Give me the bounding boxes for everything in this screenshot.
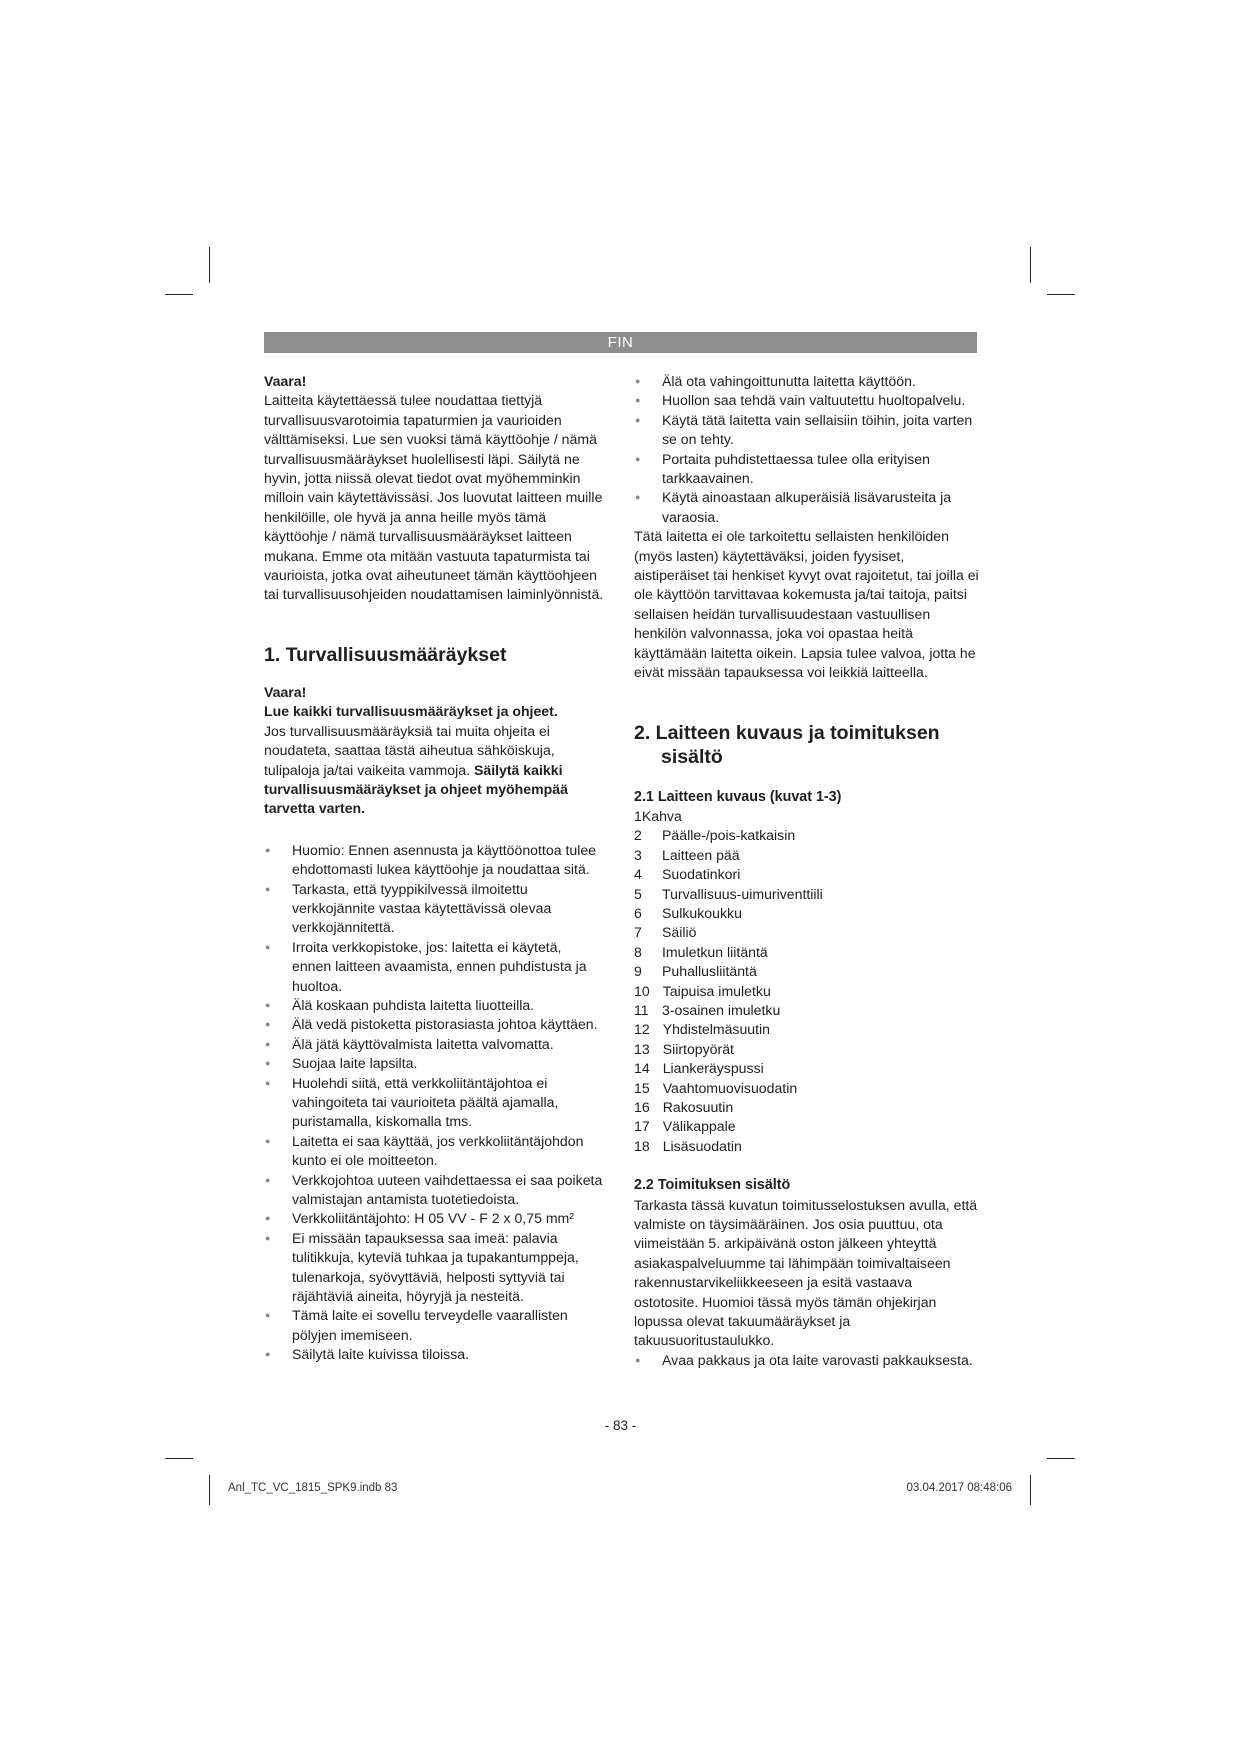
part-name: Liankeräyspussi: [662, 1060, 764, 1077]
part-number: 14: [634, 1060, 650, 1077]
list-item: ● Avaa pakkaus ja ota laite varovasti pakkauksesta.: [634, 1351, 979, 1370]
part-name: Puhallusliitäntä: [662, 963, 757, 980]
part-name: Välikappale: [662, 1118, 736, 1135]
safety-bullet-list: [264, 841, 604, 1365]
crop-mark: [209, 1475, 210, 1505]
part-name: Imuletkun liitäntä: [662, 943, 768, 960]
part-name: Lisäsuodatin: [662, 1137, 742, 1154]
list-item: ● Älä jätä käyttövalmista laitetta valvomatta.: [264, 1035, 604, 1054]
crop-mark: [209, 247, 210, 283]
parts-list-item: [634, 1117, 979, 1136]
part-name: Laitteen pää: [662, 846, 740, 863]
part-number: 2: [634, 827, 642, 844]
parts-first-item: 1Kahva: [634, 807, 682, 824]
section-2-title: [634, 721, 979, 769]
usage-bullet-list: [634, 372, 979, 527]
part-name: Sulkukoukku: [662, 904, 742, 921]
part-number: 9: [634, 963, 642, 980]
parts-list-item: [634, 865, 979, 884]
part-name: Säiliö: [662, 924, 697, 941]
list-item: ● Irroita verkkopistoke, jos: laitetta ei käytetä, ennen laitteen avaamista, ennen puhdistusta ja huoltoa.: [264, 938, 604, 996]
list-item: ● Portaita puhdistettaessa tulee olla erityisen tarkkaavainen.: [634, 450, 979, 489]
part-number: 13: [634, 1040, 650, 1057]
parts-list-item: [634, 1059, 979, 1078]
section-2-title-line-2: sisältö: [661, 745, 723, 768]
parts-list-item: [634, 1001, 979, 1020]
list-item: ● Tarkasta, että tyyppikilvessä ilmoitettu verkkojännite vastaa käytettävissä olevaa verkkojännitettä.: [264, 880, 604, 938]
warning-heading: Vaara!: [264, 683, 307, 700]
part-number: 16: [634, 1099, 650, 1115]
part-number: 3: [634, 846, 642, 863]
warning-lead: Lue kaikki turvallisuusmääräykset ja ohjeet.: [264, 703, 558, 720]
part-number: 7: [634, 924, 642, 941]
warning-keep-text: Säilytä kaikki turvallisuusmääräykset ja ohjeet myöhempää tarvetta varten.: [264, 761, 568, 817]
list-item: ● Suojaa laite lapsilta.: [264, 1054, 604, 1073]
footer-file-name: Anl_TC_VC_1815_SPK9.indb 83: [228, 1482, 398, 1494]
parts-list-item: [634, 1098, 979, 1117]
list-item: ● Käytä tätä laitetta vain sellaisiin töihin, joita varten se on tehty.: [634, 411, 979, 450]
subsection-2-2-title: 2.2 Toimituksen sisältö: [634, 1177, 791, 1194]
language-header-bar: FIN: [264, 332, 977, 353]
part-name: Siirtopyörät: [662, 1040, 734, 1057]
intro-paragraph: Laitteita käytettäessä tulee noudattaa tiettyjä turvallisuusvarotoimia tapaturmien ja vaurioiden välttämiseksi. Lue sen vuoksi tämä käyttöohje / nämä turvallisuusmääräykset huolellisesti läpi. Säilytä ne hyvin, jotta niissä olevat tiedot ovat myöhemminkin milloin vain käytettävissäsi. Jos luovutat laitteen muille henkilöille, ole hyvä ja anna heille myös tämä käyttöohje / nämä turvallisuusmääräykset laitteen mukana. Emme ota mitään vastuuta tapaturmista tai vaurioista, jotka ovat aiheutuneet tämän käyttöohjeen tai turvallisuusohjeiden noudattamisen laiminlyönnistä.: [264, 392, 604, 603]
list-item: ● Huomio: Ennen asennusta ja käyttöönottoa tulee ehdottomasti lukea käyttöohje ja noudattaa sitä.: [264, 841, 604, 880]
part-number: 15: [634, 1079, 650, 1096]
subsection-2-1-title: 2.1 Laitteen kuvaus (kuvat 1-3): [634, 788, 842, 805]
list-item: ● Laitetta ei saa käyttää, jos verkkoliitäntäjohdon kunto ei ole moitteeton.: [264, 1132, 604, 1171]
list-item: ● Säilytä laite kuivissa tiloissa.: [264, 1345, 604, 1364]
parts-list-item: [634, 1020, 979, 1039]
part-name: Yhdistelmäsuutin: [662, 1021, 771, 1038]
delivery-bullet-list: [634, 1351, 979, 1370]
list-item: ● Älä vedä pistoketta pistorasiasta johtoa käyttäen.: [264, 1015, 604, 1034]
list-item: ● Älä ota vahingoittunutta laitetta käyttöön.: [634, 372, 979, 391]
part-number: 8: [634, 943, 642, 960]
parts-list-item: [634, 1079, 979, 1098]
part-number: 17: [634, 1118, 650, 1135]
crop-mark: [1047, 294, 1075, 295]
list-item: ● Huolehdi siitä, että verkkoliitäntäjohtoa ei vahingoiteta tai vaurioiteta päältä ajamalla, puristamalla, kiskomalla tms.: [264, 1074, 604, 1132]
parts-list-item: [634, 982, 979, 1001]
children-paragraph: Tätä laitetta ei ole tarkoitettu sellaisten henkilöiden (myös lasten) käytettäväksi, joiden fyysiset, aistiperäiset tai henkiset kyvyt ovat rajoitetut, tai joilla ei ole käyttöön tarvittavaa kokemusta ja/tai taitoja, paitsi sellaisen heidän turvallisuudestaan vastuullisen henkilön valvonnassa, joka voi opastaa heitä käyttämään laitetta oikein. Lapsia tulee valvoa, jotta he eivät missään tapauksessa voi leikkiä laitteella.: [634, 528, 979, 681]
footer-timestamp: 03.04.2017 08:48:06: [906, 1482, 1012, 1494]
part-number: 18: [634, 1137, 650, 1154]
list-item: ● Verkkojohtoa uuteen vaihdettaessa ei saa poiketa valmistajan antamista tuotetiedoista.: [264, 1171, 604, 1210]
part-number: 4: [634, 866, 642, 883]
parts-list: [634, 826, 979, 1156]
right-column: [634, 372, 979, 1370]
section-1-title: 1. Turvallisuusmääräykset: [264, 643, 507, 666]
part-number: 12: [634, 1021, 650, 1038]
parts-list-item: [634, 962, 979, 981]
part-name: 3-osainen imuletku: [662, 1001, 781, 1018]
crop-mark: [165, 294, 193, 295]
part-number: 10: [634, 982, 650, 999]
parts-list-item: [634, 826, 979, 845]
crop-mark: [1030, 247, 1031, 283]
list-item: ● Ei missään tapauksessa saa imeä: palavia tulitikkuja, kyteviä tuhkaa ja tupakantumppeja, tulenarkoja, syövyttäviä, helposti syttyviä tai räjähtäviä aineita, höyryjä ja nesteitä.: [264, 1229, 604, 1307]
parts-list-item: [634, 1137, 979, 1156]
delivery-paragraph: Tarkasta tässä kuvatun toimitusselostuksen avulla, että valmiste on täysimääräinen. Jos osia puuttuu, ota viimeistään 5. arkipäivänä oston jälkeen yhteyttä asiakaspalveluumme tai lähimpään toimivaltaiseen rakennustarvikeliikkeeseen ja esitä vastaava ostotosite. Huomioi tässä myös tämän ohjekirjan lopussa olevat takuumääräykset ja takuusuoritustaulukko.: [634, 1196, 978, 1349]
warning-text: Jos turvallisuusmääräyksiä tai muita ohjeita ei noudateta, saattaa tästä aiheutua sähköiskuja, tulipaloja ja/tai vaikeita vammoja.: [264, 722, 555, 778]
list-item: ● Huollon saa tehdä vain valtuutettu huoltopalvelu.: [634, 391, 979, 410]
list-item: ● Käytä ainoastaan alkuperäisiä lisävarusteita ja varaosia.: [634, 488, 979, 527]
warning-paragraph: [264, 722, 604, 819]
crop-mark: [1047, 1458, 1075, 1459]
parts-list-item: [634, 904, 979, 923]
part-name: Päälle-/pois-katkaisin: [662, 827, 796, 844]
left-column: [264, 372, 604, 1365]
list-item: ● Tämä laite ei sovellu terveydelle vaarallisten pölyjen imemiseen.: [264, 1306, 604, 1345]
list-item: ● Älä koskaan puhdista laitetta liuotteilla.: [264, 996, 604, 1015]
part-name: Taipuisa imuletku: [662, 982, 771, 999]
part-number: 11: [634, 1001, 649, 1018]
parts-list-item: [634, 885, 979, 904]
section-2-title-line-1: 2. Laitteen kuvaus ja toimituksen: [634, 721, 940, 744]
part-number: 6: [634, 904, 642, 921]
part-name: Suodatinkori: [662, 866, 741, 883]
part-name: Rakosuutin: [662, 1099, 734, 1115]
part-name: Vaahtomuovisuodatin: [662, 1079, 798, 1096]
parts-list-item: [634, 923, 979, 942]
parts-list-item: [634, 1040, 979, 1059]
part-name: Turvallisuus-uimuriventtiili: [662, 885, 823, 902]
intro-heading: Vaara!: [264, 373, 307, 389]
parts-list-item: [634, 943, 979, 962]
crop-mark: [165, 1458, 193, 1459]
list-item: ● Verkkoliitäntäjohto: H 05 VV - F 2 x 0,75 mm²: [264, 1209, 604, 1228]
crop-mark: [1030, 1475, 1031, 1505]
part-number: 5: [634, 885, 642, 902]
parts-list-item: [634, 846, 979, 865]
page-number: - 83 -: [604, 1418, 637, 1433]
